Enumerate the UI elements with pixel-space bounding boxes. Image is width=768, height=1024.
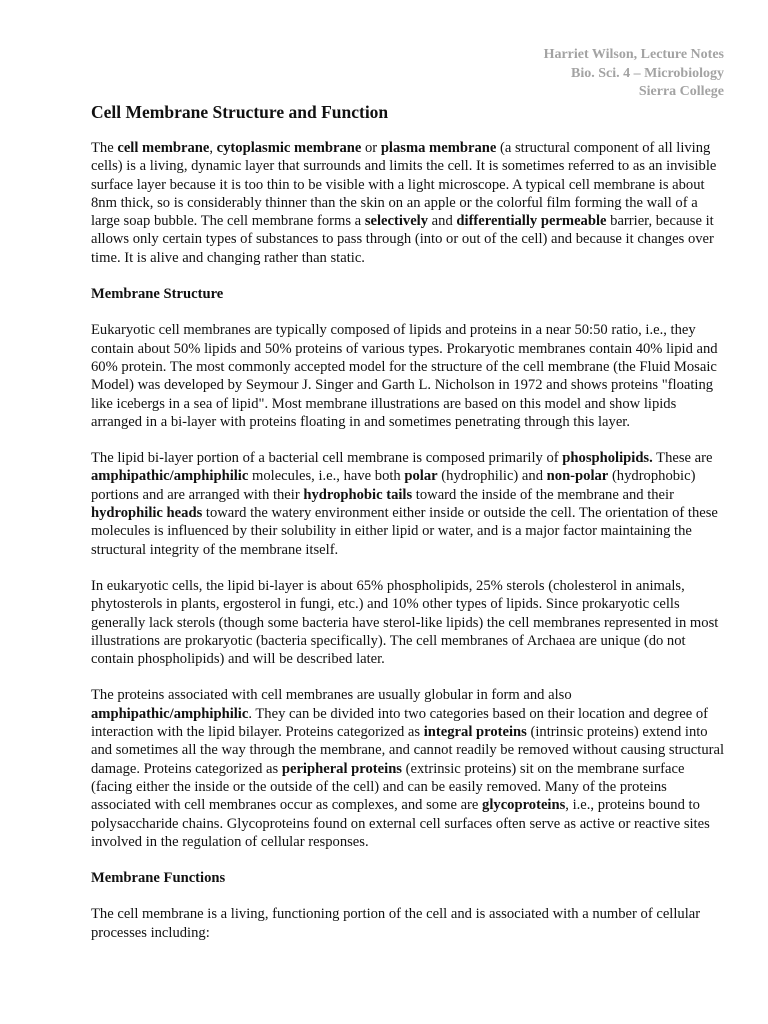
text-run: toward the watery environment either inside or outside the cell. The orientation of these molecules is influenced by their solubility in either lipid or water, and is a major factor maintaining the structural integrity of the membrane itself. [91,505,718,558]
bold-term: glycoproteins [482,797,566,814]
text-run: The proteins associated with cell membranes are usually globular in form and also [91,687,572,704]
section-heading-structure: Membrane Structure [91,286,224,303]
bold-term: cell membrane [117,140,210,156]
text-run: (hydrophilic) and [437,468,547,485]
text-run: The lipid bi-layer portion of a bacterial cell membrane is composed primarily of [91,450,563,467]
bold-term: peripheral proteins [281,760,402,777]
text-run: . They can be divided into two categories based on their location and degree of interaction with the lipid bilayer. Proteins categorized as [91,705,709,741]
text-run: or [361,140,381,156]
header-author: Harriet Wilson, Lecture Notes [543,47,724,62]
text-run: barrier, because it allows only certain types of substances to pass through (into or out of the cell) and because it changes over time. It is alive and changing rather than static. [91,213,714,266]
text-run: (hydrophobic) portions and are arranged with their [91,468,696,503]
text-run: (extrinsic proteins) sit on the membrane surface (facing either the inside or the outside of the cell) and can be easily removed. Many of the proteins associated with cell membranes occur as complexes, and some are [91,760,685,814]
structure-paragraph-2 [91,449,726,559]
text-run: In eukaryotic cells, the lipid bi-layer is about 65% phospholipids, 25% sterols (cholesterol in animals, phytosterols in plants, ergosterol in fungi, etc.) and 10% other types of lipids. Since prokaryotic cells generally lack sterols (though some bacteria have sterol-like lipids) the cell membranes represented in most illustrations are prokaryotic (bacteria specifically). The cell membranes of Archaea are unique (do not contain phospholipids) and will be described later. [91,577,719,668]
bold-term: integral proteins [423,724,527,741]
bold-term: plasma membrane [380,140,497,156]
functions-paragraph [91,905,726,942]
bold-term: hydrophilic heads [91,505,203,522]
text-run: molecules, i.e., have both [248,468,405,485]
document-header [544,46,724,102]
intro-paragraph [91,139,726,267]
document-title: Cell Membrane Structure and Function [91,102,389,122]
text-run: (a structural component of all living cells) is a living, dynamic layer that surrounds and limits the cell. It is sometimes referred to as an invisible surface layer because it is too thin to be visible with a light microscope. A typical cell membrane is about 8nm thick, so is considerably thinner than the skin on an apple or the colorful film forming the wall of a large soap bubble. The cell membrane forms a [91,140,717,230]
header-college: Sierra College [638,84,724,99]
document-body [91,101,726,960]
text-run: The [91,140,118,156]
text-run: Eukaryotic cell membranes are typically composed of lipids and proteins in a near 50:50 ratio, i.e., they contain about 50% lipids and 50% proteins of various types. Prokaryotic membranes contain 40% lipid and 60% protein. The most commonly accepted model for the structure of the cell membrane (the Fluid Mosaic Model) was developed by Seymour J. Singer and Garth L. Nicholson in 1972 and shows proteins "floating like icebergs in a sea of lipid". Most membrane illustrations are based on this model and show lipids arranged in a bi-layer with proteins floating in and sometimes penetrating through this layer. [91,322,718,430]
text-run: The cell membrane is a living, functioning portion of the cell and is associated with a number of cellular processes including: [91,906,701,941]
structure-paragraph-1 [91,321,726,431]
structure-paragraph-3 [91,577,726,668]
text-run: These are [652,450,713,467]
bold-term: non-polar [546,468,609,485]
section-heading-functions: Membrane Functions [91,870,226,887]
bold-term: cytoplasmic membrane [216,140,362,156]
bold-term: selectively [364,213,429,230]
text-run: , i.e., proteins bound to polysaccharide chains. Glycoproteins found on external cell surfaces often serve as active or reactive sites involved in the regulation of cellular responses. [91,797,710,850]
structure-paragraph-4 [91,686,726,851]
header-course: Bio. Sci. 4 – Microbiology [571,65,724,81]
bold-term: amphipathic/amphiphilic [91,468,249,485]
bold-term: hydrophobic tails [303,486,413,503]
text-run: (intrinsic proteins) extend into and sometimes all the way through the membrane, and cannot readily be removed without causing structural damage. Proteins categorized as [91,724,725,777]
text-run: and [428,213,457,230]
bold-term: amphipathic/amphiphilic [91,705,249,722]
bold-term: phospholipids. [562,450,653,467]
text-run: toward the inside of the membrane and their [412,486,674,503]
text-run: , [209,140,217,156]
bold-term: polar [404,468,438,485]
bold-term: differentially permeable [456,213,607,230]
